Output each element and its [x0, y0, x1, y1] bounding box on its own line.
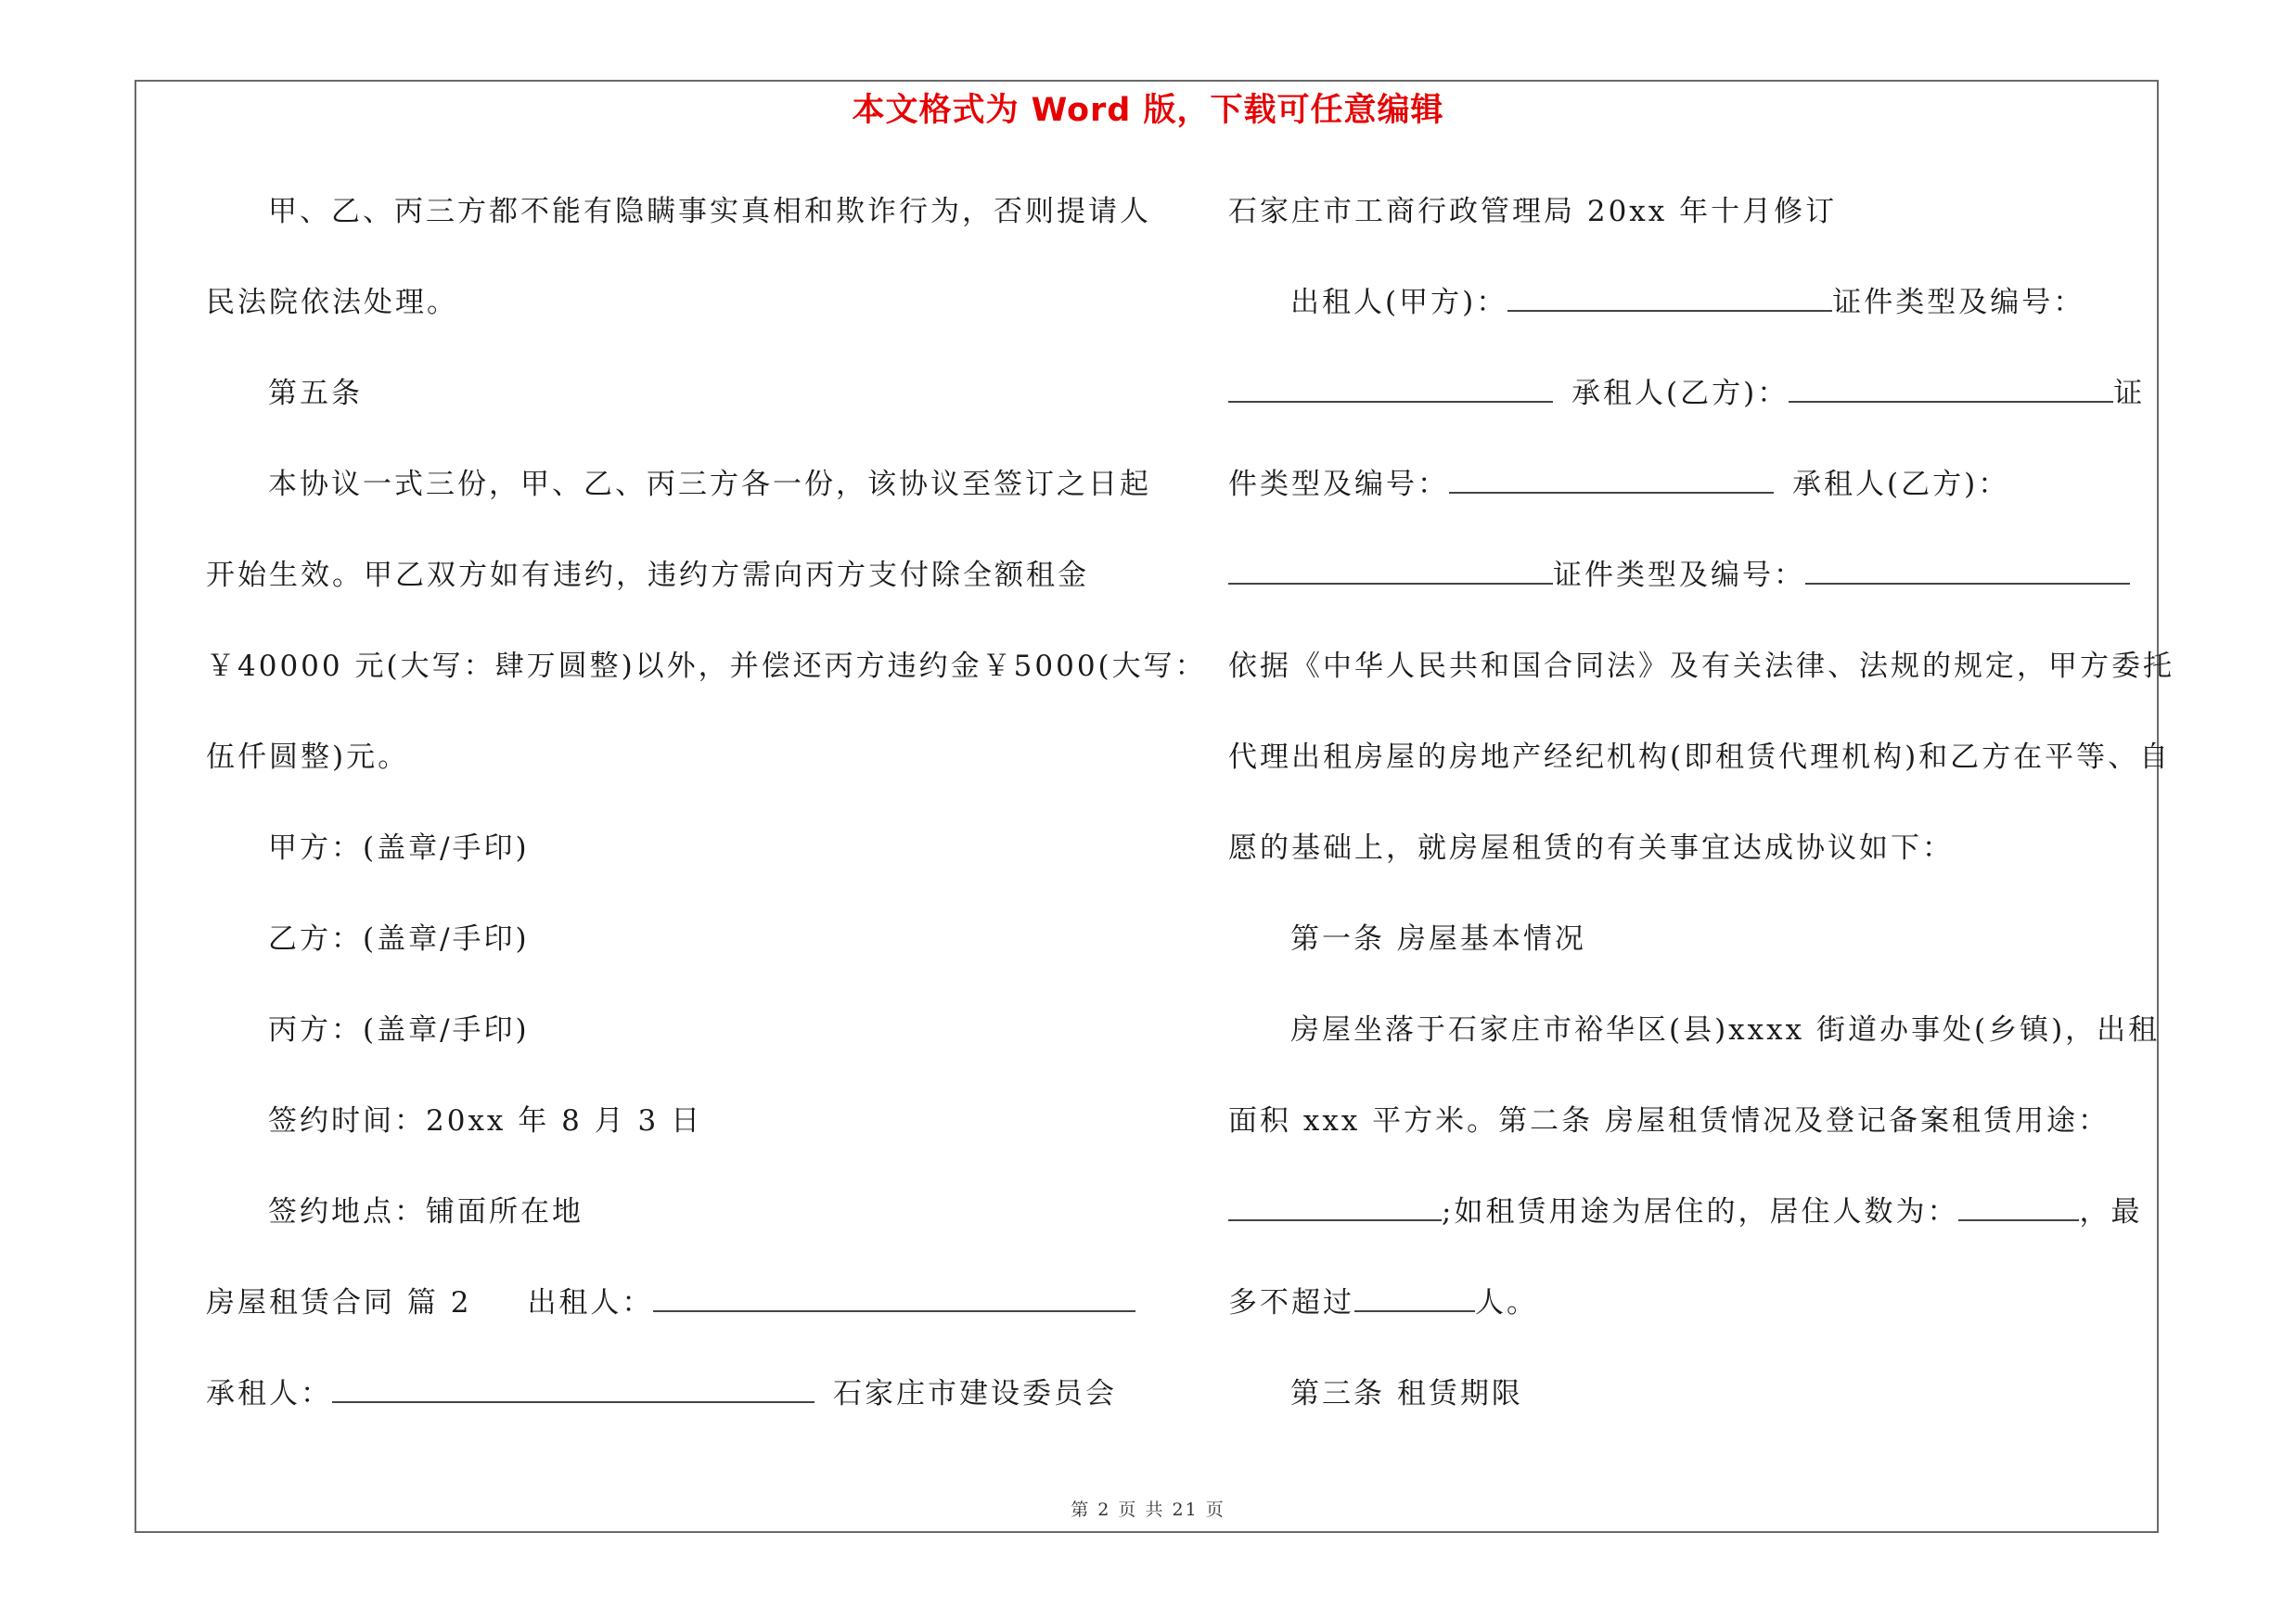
resident-count-blank — [1958, 1193, 2079, 1221]
construction-committee: 石家庄市建设委员会 — [833, 1377, 1117, 1410]
article-1-heading: 第一条 房屋基本情况 — [1290, 922, 1586, 956]
resident-count-label: ;如租赁用途为居住的，居住人数为： — [1442, 1195, 1959, 1229]
word-format-banner: 本文格式为 Word 版，下载可任意编辑 — [852, 92, 1444, 129]
id-type-label-3: 证件类型及编号： — [1553, 559, 1805, 592]
left-line-5: 开始生效。甲乙双方如有违约，违约方需向丙方支付除全额租金 — [206, 559, 1089, 592]
right-lessee-line-1 — [1228, 375, 2145, 412]
right-line-7: 代理出租房屋的房地产经纪机构(即租赁代理机构)和乙方在平等、自 — [1228, 741, 2172, 774]
id-type-label-2: 件类型及编号： — [1228, 468, 1449, 501]
left-line-4: 本协议一式三份，甲、乙、丙三方各一份，该协议至签订之日起 — [268, 468, 1151, 501]
left-line-6: ￥40000 元(大写：肆万圆整)以外，并偿还丙方违约金￥5000(大写： — [206, 650, 1207, 683]
lessor-label: 出租人： — [527, 1286, 654, 1320]
right-revision-line: 石家庄市工商行政管理局 20xx 年十月修订 — [1228, 195, 1838, 228]
signing-date: 签约时间：20xx 年 8 月 3 日 — [268, 1104, 703, 1138]
contract-2-heading — [206, 1284, 1135, 1321]
lessor-party-a-blank — [1507, 284, 1832, 312]
max-prefix: ，最 — [2079, 1195, 2143, 1229]
right-line-6: 依据《中华人民共和国合同法》及有关法律、法规的规定，甲方委托 — [1228, 650, 2174, 683]
lessee-party-b-label-2: 承租人(乙方)： — [1792, 468, 2010, 501]
lessee-line — [206, 1375, 1117, 1412]
id-type-label: 证件类型及编号： — [1832, 286, 2085, 319]
lessor-blank — [653, 1284, 1135, 1312]
usage-blank — [1228, 1193, 1442, 1221]
id-number-blank-3 — [1805, 557, 2130, 585]
id-number-blank — [1228, 375, 1553, 403]
lessee-label: 承租人： — [206, 1377, 332, 1410]
lessor-party-a-label: 出租人(甲方)： — [1290, 286, 1508, 319]
signing-place: 签约地点：铺面所在地 — [268, 1195, 584, 1229]
party-c-seal: 丙方：(盖章/手印) — [268, 1013, 530, 1047]
id-number-blank-2 — [1449, 466, 1774, 494]
lessee-blank-2 — [1228, 557, 1553, 585]
right-line-8: 愿的基础上，就房屋租赁的有关事宜达成协议如下： — [1228, 831, 1954, 865]
left-article-5: 第五条 — [268, 377, 363, 410]
left-line-1: 甲、乙、丙三方都不能有隐瞒事实真相和欺诈行为，否则提请人 — [268, 195, 1151, 228]
right-lessor-line — [1290, 284, 2084, 321]
id-prefix-char: 证 — [2113, 377, 2146, 410]
left-line-7: 伍仟圆整)元。 — [206, 741, 410, 774]
right-lessee-line-2 — [1228, 466, 2009, 503]
max-blank — [1354, 1284, 1475, 1312]
right-line-10: 房屋坐落于石家庄市裕华区(县)xxxx 街道办事处(乡镇)，出租 — [1290, 1013, 2161, 1047]
lessee-blank — [332, 1375, 815, 1403]
lessee-party-b-blank — [1789, 375, 2113, 403]
party-a-seal: 甲方：(盖章/手印) — [268, 831, 530, 865]
page-footer: 第 2 页 共 21 页 — [1071, 1500, 1225, 1520]
lessee-party-b-label: 承租人(乙方)： — [1571, 377, 1789, 410]
persons-suffix: 人。 — [1475, 1286, 1538, 1320]
right-line-11: 面积 xxx 平方米。第二条 房屋租赁情况及登记备案租赁用途： — [1228, 1104, 2110, 1138]
right-usage-line — [1228, 1193, 2142, 1230]
left-line-2: 民法院依法处理。 — [206, 286, 458, 319]
right-id-line — [1228, 557, 2130, 594]
max-label: 多不超过 — [1228, 1286, 1354, 1320]
party-b-seal: 乙方：(盖章/手印) — [268, 922, 530, 956]
right-max-line — [1228, 1284, 1538, 1321]
contract-2-title: 房屋租赁合同 篇 2 — [206, 1286, 472, 1320]
article-3-heading: 第三条 租赁期限 — [1290, 1377, 1523, 1410]
